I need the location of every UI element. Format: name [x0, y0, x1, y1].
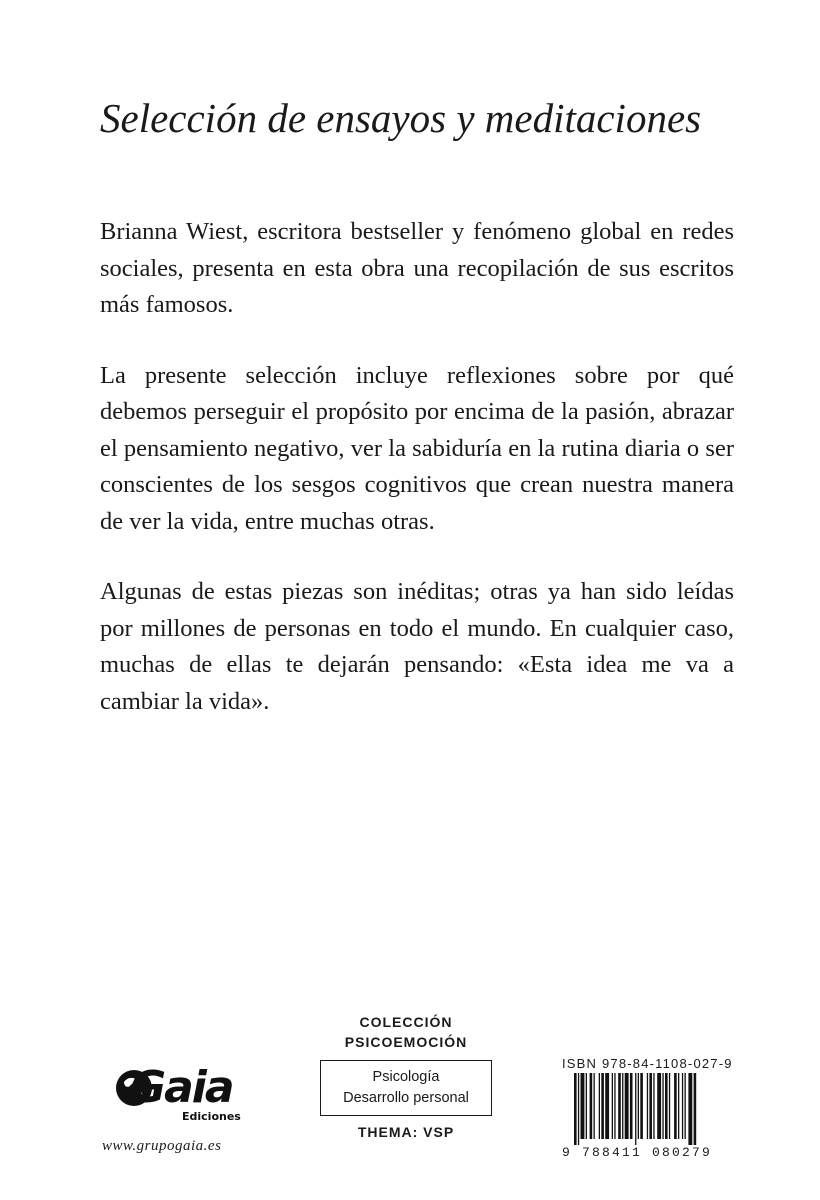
category-line2: Desarrollo personal: [343, 1090, 469, 1106]
blurb: [100, 214, 734, 754]
barcode-bar: [635, 1073, 636, 1145]
isbn-label: ISBN 978-84-1108-027-9: [562, 1056, 733, 1071]
collection-label-line1: COLECCIÓN: [359, 1014, 453, 1030]
barcode-bar: [640, 1073, 643, 1139]
barcode-bar: [688, 1073, 692, 1145]
barcode-bar: [614, 1073, 615, 1139]
barcode-bar: [649, 1073, 652, 1139]
barcode-icon: [562, 1073, 734, 1145]
barcode-bar: [586, 1073, 587, 1139]
logo-wordmark: Gaia: [130, 1062, 233, 1113]
gaia-logo: [100, 1058, 260, 1123]
logo-subtitle: Ediciones: [182, 1110, 241, 1123]
blurb-paragraph-1: Brianna Wiest, escritora bestseller y fenómeno global en redes sociales, presenta en esta obra una recopilación de sus escritos más famosos.: [100, 218, 734, 318]
barcode-bar: [590, 1073, 593, 1139]
barcode-bar: [647, 1073, 648, 1139]
barcode-bar: [622, 1073, 623, 1139]
blurb-paragraph-2: La presente selección incluye reflexiones sobre por qué debemos perseguir el propósito por encima de la pasión, abrazar el pensamiento negativo, ver la sabiduría en la rutina diaria o ser conscientes de los sesgos cognitivos que crean nuestra manera de ver la vida, entre muchas otras.: [100, 361, 734, 535]
publisher-block: [100, 1058, 270, 1158]
barcode-bar: [599, 1073, 600, 1139]
isbn-block: [562, 1056, 734, 1160]
barcode-bar: [625, 1073, 629, 1139]
category-box: [320, 1060, 492, 1116]
barcode-bar: [665, 1073, 668, 1139]
barcode-bar: [678, 1073, 679, 1139]
barcode-bar: [685, 1073, 686, 1139]
barcode-bar: [638, 1073, 639, 1139]
barcode-bar: [657, 1073, 661, 1139]
collection-block: [316, 1012, 496, 1140]
category-line1: Psicología: [372, 1069, 440, 1085]
barcode-bar: [605, 1073, 609, 1139]
barcode-bar: [653, 1073, 654, 1139]
barcode-bar: [601, 1073, 604, 1139]
collection-label-line2: PSICOEMOCIÓN: [344, 1034, 468, 1050]
barcode-bar: [694, 1073, 697, 1145]
barcode-bar: [594, 1073, 595, 1139]
isbn-digits: 9 788411 080279: [562, 1145, 713, 1160]
barcode-bar: [574, 1073, 577, 1145]
publisher-website: www.grupogaia.es: [102, 1138, 222, 1154]
barcode-bar: [669, 1073, 670, 1139]
barcode-bar: [578, 1073, 579, 1145]
barcode-bar: [662, 1073, 663, 1139]
blurb-paragraph-3: Algunas de estas piezas son inéditas; otras ya han sido leídas por millones de personas en todo el mundo. En cualquier caso, muchas de ellas te dejarán pensando: «Esta idea me va a cambiar la vida».: [100, 578, 734, 715]
barcode-bar: [618, 1073, 621, 1139]
barcode-bar: [674, 1073, 677, 1139]
barcode-bar: [581, 1073, 585, 1139]
barcode-bar: [612, 1073, 613, 1139]
thema-code: THEMA: VSP: [357, 1124, 455, 1140]
back-cover-title: Selección de ensayos y meditaciones: [100, 95, 702, 141]
barcode-bar: [682, 1073, 683, 1139]
barcode-bar: [630, 1073, 633, 1139]
